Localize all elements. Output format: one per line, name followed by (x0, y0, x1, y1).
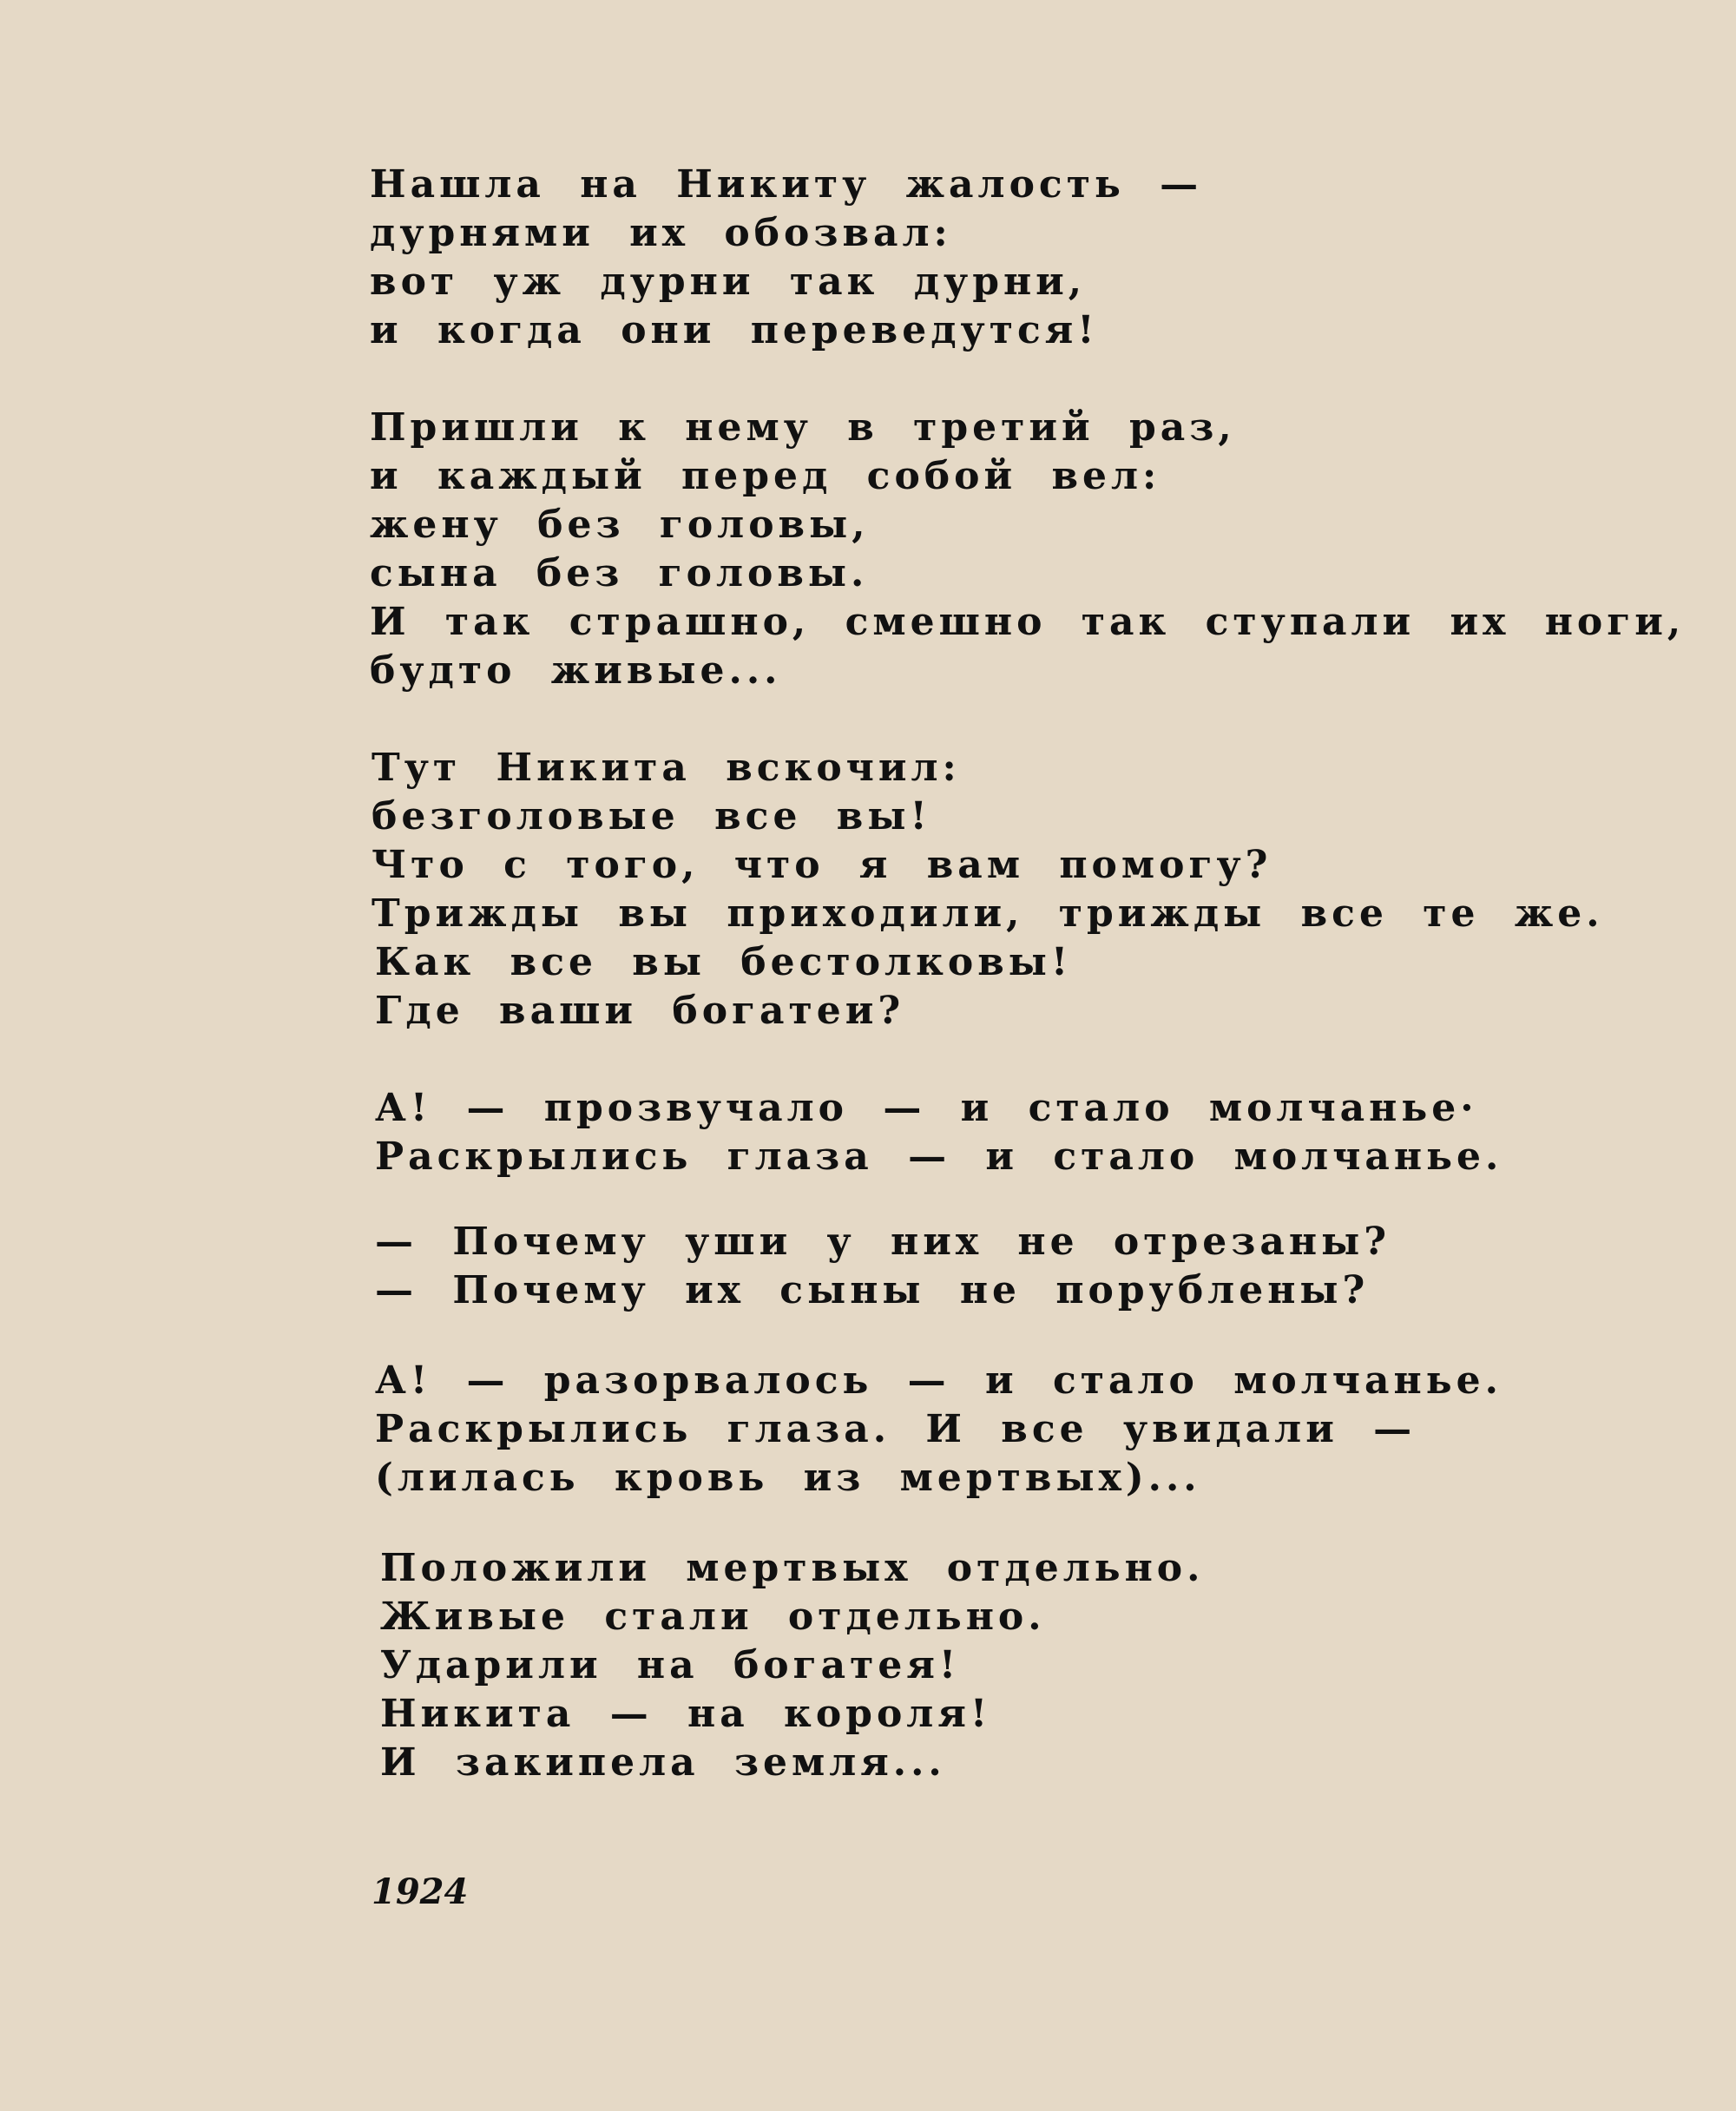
poem-line: дурнями их обозвал: (370, 211, 952, 255)
poem-line: И так страшно, смешно так ступали их ноги, (370, 600, 1686, 644)
poem-line: Нашла на Никиту жалость — (370, 162, 1203, 207)
poem-line: Пришли к нему в третий раз, (370, 405, 1236, 450)
poem-line: Где ваши богатеи? (375, 989, 905, 1033)
stanza-3 (370, 744, 1604, 1036)
stanza-6 (370, 1357, 1503, 1503)
poem-line: А! — прозвучало — и стало молчанье· (375, 1086, 1478, 1130)
poem-line: будто живые... (370, 648, 782, 693)
poem-body (370, 161, 1686, 1787)
stanza-5 (370, 1218, 1498, 1315)
stanza-2 (370, 404, 1686, 695)
poem-year: 1924 (372, 1871, 469, 1912)
poem-line: Как все вы бестолковы! (375, 940, 1073, 984)
poem-line: Положили мертвых отдельно. (380, 1546, 1205, 1590)
poem-line: И закипела земля... (380, 1740, 946, 1785)
poem-line: Живые стали отдельно. (380, 1595, 1046, 1639)
poem-line: Тут Никита вскочил: (372, 746, 961, 790)
poem-line: вот уж дурни так дурни, (370, 260, 1087, 304)
stanza-4 (370, 1084, 1503, 1181)
poem-line: А! — разорвалось — и стало молчанье. (375, 1358, 1503, 1403)
poem-line: — Почему их сыны не порублены? (375, 1268, 1370, 1312)
poem-line: Трижды вы приходили, трижды все те же. (372, 891, 1604, 936)
stanza-1 (370, 161, 1498, 355)
stanza-7 (370, 1544, 1498, 1787)
poem-line: сына без головы. (370, 551, 869, 595)
poem-line: и когда они переведутся! (370, 308, 1099, 352)
poem-line: жену без головы, (370, 503, 870, 547)
poem-line: Раскрылись глаза. И все увидали — (375, 1407, 1417, 1451)
poem-line: Ударили на богатея! (380, 1643, 961, 1687)
poem-line: и каждый перед собой вел: (370, 454, 1161, 498)
poem-line: (лилась кровь из мертвых)... (375, 1456, 1201, 1500)
poem-line: безголовые все вы! (372, 794, 931, 838)
poem-line: Никита — на короля! (380, 1692, 992, 1736)
poem-line: — Почему уши у них не отрезаны? (375, 1220, 1391, 1264)
poem-line: Раскрылись глаза — и стало молчанье. (375, 1134, 1503, 1179)
poem-line: Что с того, что я вам помогу? (372, 843, 1272, 887)
